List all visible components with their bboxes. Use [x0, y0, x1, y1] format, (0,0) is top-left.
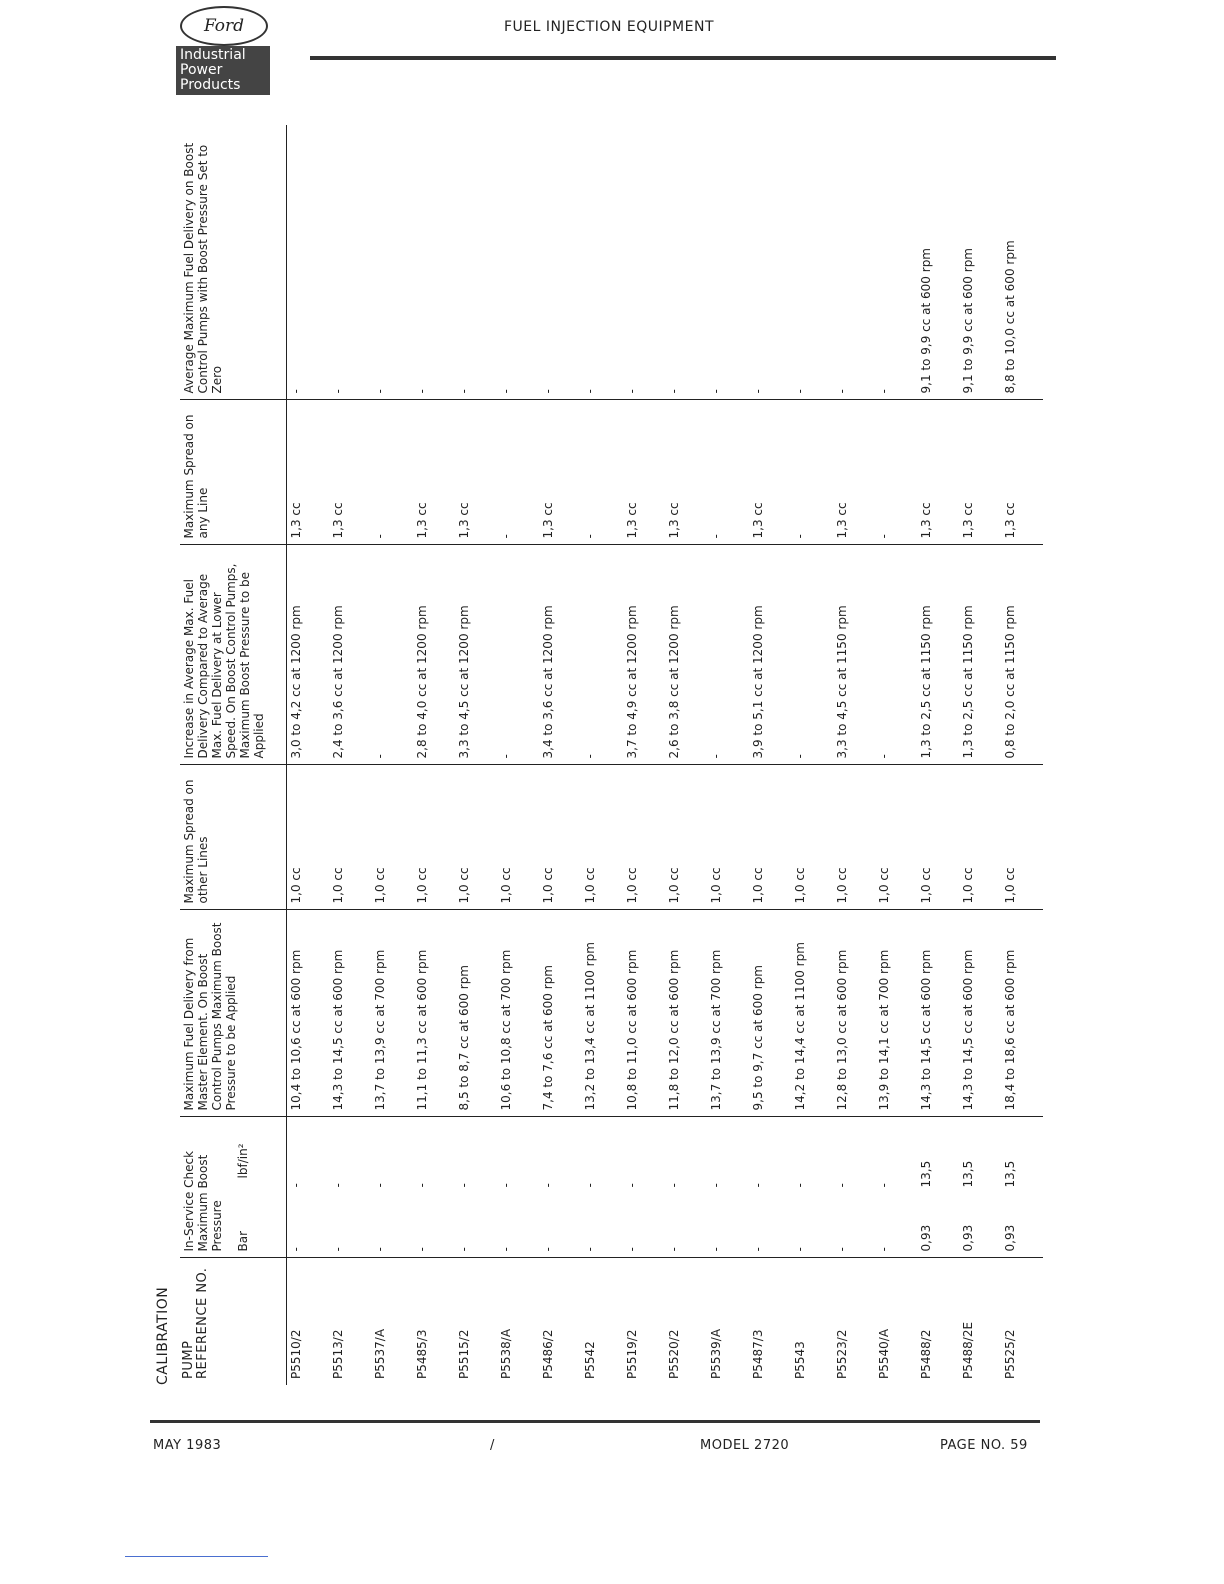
table-row	[497, 125, 539, 1385]
increase-cell: 3,3 to 4,5 cc at 1200 rpm	[455, 545, 497, 765]
lbf-value: 13,5	[919, 1160, 933, 1188]
in-service-cell	[497, 1117, 539, 1258]
spread-any-cell: -	[791, 400, 833, 545]
spread-any-cell: 1,3 cc	[833, 400, 875, 545]
lbf-value: -	[415, 1183, 429, 1188]
max-fuel-cell: 10,6 to 10,8 cc at 700 rpm	[497, 910, 539, 1117]
table-row	[917, 125, 959, 1385]
increase-cell: 0,8 to 2,0 cc at 1150 rpm	[1001, 545, 1043, 765]
pump-ref-cell: P5513/2	[331, 1329, 345, 1379]
avg-boost-zero-cell: -	[539, 125, 581, 400]
table-row	[287, 125, 330, 1385]
bar-value: 0,93	[1003, 1224, 1017, 1252]
document-title: FUEL INJECTION EQUIPMENT	[504, 19, 715, 35]
avg-boost-zero-cell: 8,8 to 10,0 cc at 600 rpm	[1001, 125, 1043, 400]
table-row	[539, 125, 581, 1385]
max-fuel-cell: 14,3 to 14,5 cc at 600 rpm	[917, 910, 959, 1117]
pump-ref-cell: P5488/2	[919, 1329, 933, 1379]
table-row	[623, 125, 665, 1385]
avg-boost-zero-cell: -	[791, 125, 833, 400]
col-avg-boost-zero: Average Maximum Fuel Delivery on Boost Control Pumps with Boost Pressure Set to Zero	[180, 125, 287, 400]
avg-boost-zero-cell: -	[875, 125, 917, 400]
spread-other-cell: 1,0 cc	[707, 765, 749, 910]
in-service-cell	[749, 1117, 791, 1258]
table-row	[707, 125, 749, 1385]
spread-any-cell: -	[581, 400, 623, 545]
lbf-value: -	[667, 1183, 681, 1188]
spread-any-cell: 1,3 cc	[917, 400, 959, 545]
in-service-cell	[287, 1117, 330, 1258]
increase-cell: 3,4 to 3,6 cc at 1200 rpm	[539, 545, 581, 765]
spread-any-cell: 1,3 cc	[665, 400, 707, 545]
increase-cell: 2,4 to 3,6 cc at 1200 rpm	[329, 545, 371, 765]
in-service-cell	[791, 1117, 833, 1258]
max-fuel-cell: 14,2 to 14,4 cc at 1100 rpm	[791, 910, 833, 1117]
bar-value: -	[709, 1247, 723, 1252]
in-service-cell	[959, 1117, 1001, 1258]
pump-ref-cell: P5510/2	[289, 1329, 303, 1379]
pump-ref-cell: P5542	[583, 1341, 597, 1379]
in-service-cell	[707, 1117, 749, 1258]
pump-ref-cell: P5515/2	[457, 1329, 471, 1379]
max-fuel-cell: 10,4 to 10,6 cc at 600 rpm	[287, 910, 330, 1117]
increase-cell: -	[791, 545, 833, 765]
max-fuel-cell: 10,8 to 11,0 cc at 600 rpm	[623, 910, 665, 1117]
max-fuel-cell: 13,7 to 13,9 cc at 700 rpm	[371, 910, 413, 1117]
max-fuel-cell: 11,8 to 12,0 cc at 600 rpm	[665, 910, 707, 1117]
spread-other-cell: 1,0 cc	[497, 765, 539, 910]
in-service-cell	[539, 1117, 581, 1258]
table-row	[413, 125, 455, 1385]
bar-value: -	[289, 1247, 303, 1252]
in-service-cell	[1001, 1117, 1043, 1258]
lbf-value: -	[541, 1183, 555, 1188]
table-row	[371, 125, 413, 1385]
spread-other-cell: 1,0 cc	[287, 765, 330, 910]
spread-any-cell: 1,3 cc	[413, 400, 455, 545]
col-in-service	[180, 1117, 287, 1258]
increase-cell: -	[371, 545, 413, 765]
table-row	[875, 125, 917, 1385]
avg-boost-zero-cell: -	[287, 125, 330, 400]
max-fuel-cell: 11,1 to 11,3 cc at 600 rpm	[413, 910, 455, 1117]
pump-ref-cell: P5523/2	[835, 1329, 849, 1379]
avg-boost-zero-cell: -	[833, 125, 875, 400]
in-service-cell	[455, 1117, 497, 1258]
section-label: CALIBRATION	[155, 1286, 171, 1385]
bar-value: -	[667, 1247, 681, 1252]
pump-ref-cell: P5487/3	[751, 1329, 765, 1379]
bar-value: -	[541, 1247, 555, 1252]
max-fuel-cell: 8,5 to 8,7 cc at 600 rpm	[455, 910, 497, 1117]
bar-value: -	[457, 1247, 471, 1252]
pump-ref-cell: P5488/2E	[961, 1321, 975, 1379]
lbf-value: -	[457, 1183, 471, 1188]
lbf-value: -	[793, 1183, 807, 1188]
max-fuel-cell: 9,5 to 9,7 cc at 600 rpm	[749, 910, 791, 1117]
footer-page-number: PAGE NO. 59	[940, 1438, 1028, 1453]
blue-underline	[125, 1556, 268, 1557]
spread-any-cell: 1,3 cc	[623, 400, 665, 545]
in-service-cell	[581, 1117, 623, 1258]
max-fuel-cell: 12,8 to 13,0 cc at 600 rpm	[833, 910, 875, 1117]
col-increase: Increase in Average Max. Fuel Delivery Compared to Average Max. Fuel Delivery at Lower Speed. On Boost Control Pumps, Maximum Boost Pressure to be Applied	[180, 545, 287, 765]
max-fuel-cell: 7,4 to 7,6 cc at 600 rpm	[539, 910, 581, 1117]
brand-block	[176, 46, 270, 95]
in-service-cell	[833, 1117, 875, 1258]
max-fuel-cell: 13,2 to 13,4 cc at 1100 rpm	[581, 910, 623, 1117]
in-service-cell	[623, 1117, 665, 1258]
increase-cell: -	[581, 545, 623, 765]
spread-other-cell: 1,0 cc	[623, 765, 665, 910]
spread-other-cell: 1,0 cc	[329, 765, 371, 910]
spread-any-cell: 1,3 cc	[749, 400, 791, 545]
lbf-value: -	[289, 1183, 303, 1188]
bar-value: -	[373, 1247, 387, 1252]
spread-other-cell: 1,0 cc	[749, 765, 791, 910]
increase-cell: 3,7 to 4,9 cc at 1200 rpm	[623, 545, 665, 765]
col-spread-other: Maximum Spread on other Lines	[180, 765, 287, 910]
increase-cell: -	[875, 545, 917, 765]
increase-cell: 2,6 to 3,8 cc at 1200 rpm	[665, 545, 707, 765]
ford-oval: Ford	[180, 6, 268, 46]
lbf-value: -	[499, 1183, 513, 1188]
pump-ref-cell: P5519/2	[625, 1329, 639, 1379]
spread-other-cell: 1,0 cc	[791, 765, 833, 910]
increase-cell: 2,8 to 4,0 cc at 1200 rpm	[413, 545, 455, 765]
lbf-value: -	[625, 1183, 639, 1188]
bar-value: 0,93	[961, 1224, 975, 1252]
in-service-cell	[665, 1117, 707, 1258]
pump-ref-cell: P5520/2	[667, 1329, 681, 1379]
avg-boost-zero-cell: -	[581, 125, 623, 400]
pump-ref-cell: P5537/A	[373, 1328, 387, 1379]
spread-any-cell: -	[875, 400, 917, 545]
avg-boost-zero-cell: -	[329, 125, 371, 400]
ford-logo	[176, 6, 270, 92]
brand-line: Industrial	[180, 47, 246, 63]
spread-any-cell: -	[371, 400, 413, 545]
table-row	[581, 125, 623, 1385]
footer-divider	[150, 1420, 1040, 1423]
spread-other-cell: 1,0 cc	[539, 765, 581, 910]
lbf-value: -	[373, 1183, 387, 1188]
in-service-cell	[371, 1117, 413, 1258]
avg-boost-zero-cell: -	[665, 125, 707, 400]
in-service-cell	[917, 1117, 959, 1258]
pump-ref-cell: P5540/A	[877, 1328, 891, 1379]
table-body	[287, 125, 1044, 1385]
table-row	[833, 125, 875, 1385]
bar-value: 0,93	[919, 1224, 933, 1252]
lbf-value: -	[583, 1183, 597, 1188]
avg-boost-zero-cell: -	[413, 125, 455, 400]
lbf-value: -	[835, 1183, 849, 1188]
pump-ref-cell: P5485/3	[415, 1329, 429, 1379]
spread-any-cell: 1,3 cc	[287, 400, 330, 545]
avg-boost-zero-cell: 9,1 to 9,9 cc at 600 rpm	[917, 125, 959, 400]
lbf-value: -	[709, 1183, 723, 1188]
bar-value: -	[331, 1247, 345, 1252]
avg-boost-zero-cell: -	[371, 125, 413, 400]
lbf-value: -	[751, 1183, 765, 1188]
avg-boost-zero-cell: 9,1 to 9,9 cc at 600 rpm	[959, 125, 1001, 400]
increase-cell: -	[707, 545, 749, 765]
spread-any-cell: -	[707, 400, 749, 545]
bar-value: -	[835, 1247, 849, 1252]
table-row	[455, 125, 497, 1385]
col-spread-any: Maximum Spread on any Line	[180, 400, 287, 545]
avg-boost-zero-cell: -	[707, 125, 749, 400]
max-fuel-cell: 18,4 to 18,6 cc at 600 rpm	[1001, 910, 1043, 1117]
increase-cell: 1,3 to 2,5 cc at 1150 rpm	[917, 545, 959, 765]
avg-boost-zero-cell: -	[497, 125, 539, 400]
spread-any-cell: 1,3 cc	[959, 400, 1001, 545]
brand-line: Products	[180, 77, 241, 93]
increase-cell: 3,9 to 5,1 cc at 1200 rpm	[749, 545, 791, 765]
max-fuel-cell: 14,3 to 14,5 cc at 600 rpm	[329, 910, 371, 1117]
footer-mark: /	[490, 1438, 495, 1453]
col-pump-ref: PUMP REFERENCE NO.	[180, 1258, 287, 1385]
table-header-row	[180, 125, 287, 1385]
avg-boost-zero-cell: -	[749, 125, 791, 400]
footer-model: MODEL 2720	[700, 1438, 790, 1453]
spread-any-cell: -	[497, 400, 539, 545]
col-bar: Bar	[236, 1230, 250, 1252]
increase-cell: -	[497, 545, 539, 765]
avg-boost-zero-cell: -	[623, 125, 665, 400]
pump-ref-cell: P5539/A	[709, 1328, 723, 1379]
max-fuel-cell: 13,9 to 14,1 cc at 700 rpm	[875, 910, 917, 1117]
spread-other-cell: 1,0 cc	[959, 765, 1001, 910]
spread-other-cell: 1,0 cc	[455, 765, 497, 910]
spread-other-cell: 1,0 cc	[413, 765, 455, 910]
bar-value: -	[877, 1247, 891, 1252]
bar-value: -	[625, 1247, 639, 1252]
brand-line: Power	[180, 62, 223, 78]
spread-other-cell: 1,0 cc	[875, 765, 917, 910]
spread-other-cell: 1,0 cc	[665, 765, 707, 910]
pump-ref-cell: P5538/A	[499, 1328, 513, 1379]
avg-boost-zero-cell: -	[455, 125, 497, 400]
footer-date: MAY 1983	[153, 1438, 222, 1453]
in-service-cell	[875, 1117, 917, 1258]
spread-any-cell: 1,3 cc	[1001, 400, 1043, 545]
lbf-value: -	[331, 1183, 345, 1188]
max-fuel-cell: 13,7 to 13,9 cc at 700 rpm	[707, 910, 749, 1117]
bar-value: -	[751, 1247, 765, 1252]
table-row	[665, 125, 707, 1385]
table-row	[791, 125, 833, 1385]
pump-ref-cell: P5486/2	[541, 1329, 555, 1379]
spread-other-cell: 1,0 cc	[1001, 765, 1043, 910]
spread-other-cell: 1,0 cc	[371, 765, 413, 910]
bar-value: -	[415, 1247, 429, 1252]
spread-any-cell: 1,3 cc	[329, 400, 371, 545]
lbf-value: 13,5	[1003, 1160, 1017, 1188]
calibration-table	[180, 125, 1043, 1385]
table-row	[329, 125, 371, 1385]
in-service-cell	[413, 1117, 455, 1258]
lbf-value: -	[877, 1183, 891, 1188]
increase-cell: 3,3 to 4,5 cc at 1150 rpm	[833, 545, 875, 765]
spread-other-cell: 1,0 cc	[917, 765, 959, 910]
col-in-service-label: In-Service Check Maximum Boost Pressure	[182, 1150, 224, 1252]
increase-cell: 1,3 to 2,5 cc at 1150 rpm	[959, 545, 1001, 765]
table-row	[1001, 125, 1043, 1385]
spread-any-cell: 1,3 cc	[539, 400, 581, 545]
col-max-fuel: Maximum Fuel Delivery from Master Element. On Boost Control Pumps Maximum Boost Pressure to be Applied	[180, 910, 287, 1117]
bar-value: -	[583, 1247, 597, 1252]
table-row	[749, 125, 791, 1385]
table-row	[959, 125, 1001, 1385]
in-service-cell	[329, 1117, 371, 1258]
pump-ref-cell: P5543	[793, 1341, 807, 1379]
bar-value: -	[499, 1247, 513, 1252]
bar-value: -	[793, 1247, 807, 1252]
header-divider	[310, 56, 1056, 60]
col-lbf: lbf/in²	[236, 1143, 250, 1179]
spread-other-cell: 1,0 cc	[581, 765, 623, 910]
increase-cell: 3,0 to 4,2 cc at 1200 rpm	[287, 545, 330, 765]
lbf-value: 13,5	[961, 1160, 975, 1188]
spread-any-cell: 1,3 cc	[455, 400, 497, 545]
pump-ref-cell: P5525/2	[1003, 1329, 1017, 1379]
spread-other-cell: 1,0 cc	[833, 765, 875, 910]
max-fuel-cell: 14,3 to 14,5 cc at 600 rpm	[959, 910, 1001, 1117]
rotated-calibration-section	[150, 125, 1058, 1385]
